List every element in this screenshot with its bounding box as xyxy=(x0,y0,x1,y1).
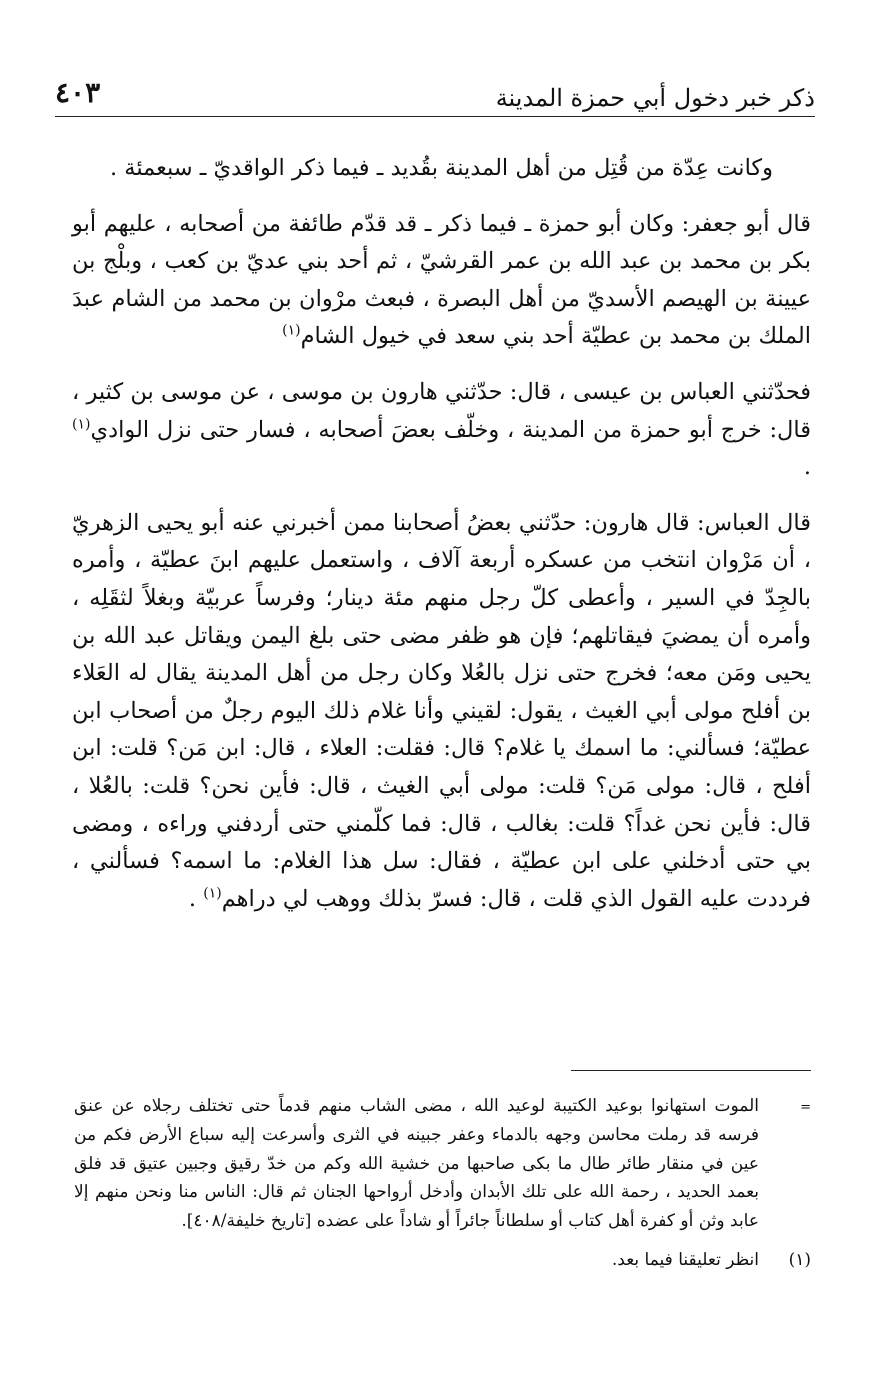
footnote-item xyxy=(74,1246,811,1275)
footnote-reference: (١) xyxy=(72,416,91,433)
paragraph xyxy=(72,150,811,188)
footnote-continuation xyxy=(74,1092,811,1236)
paragraph xyxy=(72,505,811,919)
footnote-reference: (١) xyxy=(282,322,301,339)
footnote-continuation-text: الموت استهانوا بوعيد الكتيبة لوعيد الله ، مضى الشاب منهم قدماً حتى تختلف رجلاه عن عنق فرسه قد رملت محاسن وجهه بالدماء وعفر جبينه في الثرى وأسرعت إليه سباع الأرض فكم من عين في منقار طائر طال ما بكى صاحبها من خشية الله وكم من خدّ رقيق وجبين عتيق قد فلق بعمد الحديد ، رحمة الله على تلك الأبدان وأدخل أرواحها الجنان ثم قال: الناس منا ونحن منهم إلا عابد وثن أو كفرة أهل كتاب أو سلطاناً جائراً أو شاداً على عضده [تاريخ خليفة/٤٠٨]. xyxy=(74,1096,759,1232)
paragraph-text: فحدّثني العباس بن عيسى ، قال: حدّثني هارون بن موسى ، عن موسى بن كثير ، قال: خرج أبو حمزة من المدينة ، وخلّف بعضَ أصحابه ، فسار حتى نزل الوادي xyxy=(72,378,811,443)
running-header xyxy=(55,76,815,116)
page-number: ٤٠٣ xyxy=(55,76,101,109)
paragraph-text: وكانت عِدّة من قُتِل من أهل المدينة بقُديد ـ فيما ذكر الواقديّ ـ سبعمئة . xyxy=(109,155,773,181)
paragraph-end-period: . xyxy=(188,885,197,912)
paragraph-text: قال أبو جعفر: وكان أبو حمزة ـ فيما ذكر ـ قد قدّم طائفة من أصحابه ، عليهم أبو بكر بن محمد بن عبد الله بن عمر القرشيّ ، ثم أحد بني عديّ بن كعب ، وبلْج بن عيينة بن الهيصم الأسديّ من أهل البصرة ، فبعث مرْوان بن محمد من الشام عبدَ الملك بن محمد بن عطيّة أحد بني سعد في خيول الشام xyxy=(72,210,812,350)
main-text xyxy=(72,150,811,918)
footnote-reference: (١) xyxy=(203,885,222,902)
footnote-number: (١) xyxy=(788,1249,811,1270)
footnote-text: انظر تعليقنا فيما بعد. xyxy=(611,1249,759,1270)
paragraph-end-period: . xyxy=(803,454,811,481)
paragraph xyxy=(72,206,811,356)
header-rule xyxy=(55,116,815,117)
paragraph-text: قال العباس: قال هارون: حدّثني بعضُ أصحابنا ممن أخبرني عنه أبو يحيى الزهريّ ، أن مَرْوان انتخب من عسكره أربعة آلاف ، واستعمل عليهم ابنَ عطيّة ، وأمره بالجِدّ في السير ، وأعطى كلّ رجل منهم مئة دينار؛ وفرساً عربيّة وبغلاً لثقَلِه ، وأمره أن يمضيَ فيقاتلهم؛ فإن هو ظفر مضى حتى بلغ اليمن ويقاتل عبد الله بن يحيى ومَن معه؛ فخرج حتى نزل بالعُلا وكان رجل من أهل المدينة يقال له العَلاء بن أفلح مولى أبي الغيث ، يقول: لقيني وأنا غلام ذلك اليوم رجلٌ من أصحاب ابن عطيّة؛ فسألني: ما اسمك يا غلام؟ قال: فقلت: العلاء ، قال: ابن مَن؟ قلت: ابن أفلح ، قال: مولى مَن؟ قلت: مولى أبي الغيث ، قال: فأين نحن؟ قلت: بالعُلا ، قال: فأين نحن غداً؟ قلت: بغالب ، قال: فما كلّمني حتى أردفني وراءه ، ومضى بي حتى أدخلني على ابن عطيّة ، فقال: سل هذا الغلام: ما اسمه؟ فسألني ، فرددت عليه القول الذي قلت ، قال: فسرّ بذلك ووهب لي دراهم xyxy=(72,509,811,912)
footnotes xyxy=(74,1092,811,1275)
footnote-separator xyxy=(571,1070,811,1071)
continuation-mark: = xyxy=(800,1100,811,1115)
running-title: ذكر خبر دخول أبي حمزة المدينة xyxy=(495,84,815,112)
paragraph xyxy=(72,374,811,487)
